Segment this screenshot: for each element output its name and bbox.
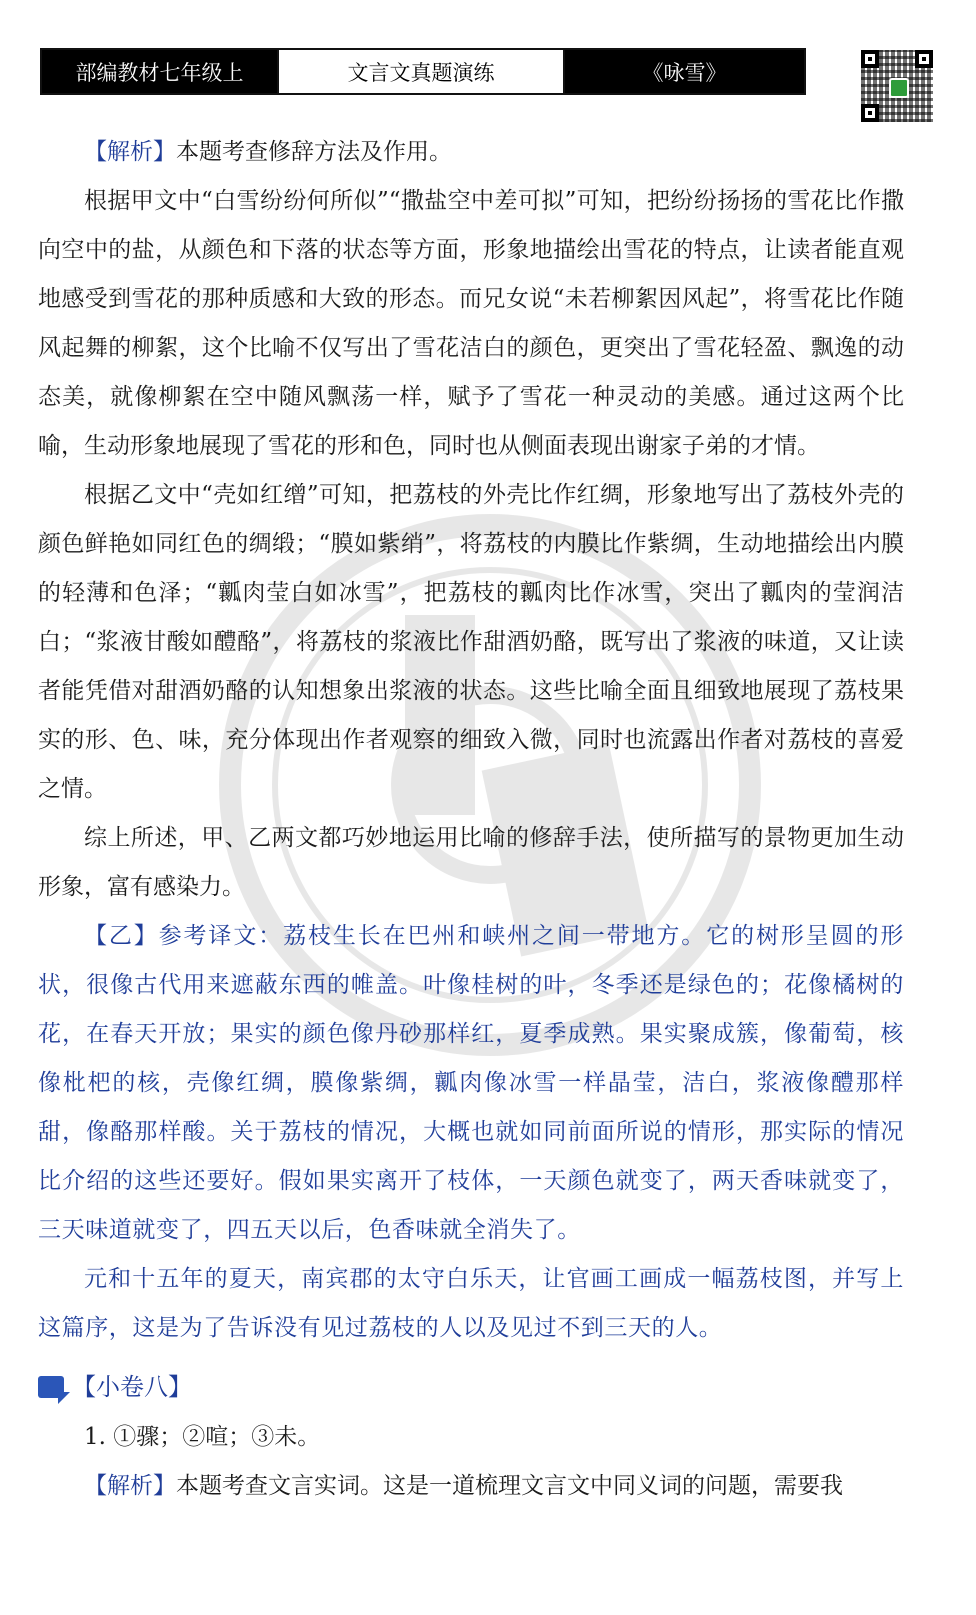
analysis-paragraph-4: 综上所述，甲、乙两文都巧妙地运用比喻的修辞手法，使所描写的景物更加生动形象，富有感染力。	[38, 825, 904, 900]
section-title: 【小卷八】	[72, 1372, 192, 1401]
translation-text: 荔枝生长在巴州和峡州之间一带地方。它的树形呈圆的形状，很像古代用来遮蔽东西的帷盖。叶像桂树的叶，冬季还是绿色的；花像橘树的花，在春天开放；果实的颜色像丹砂那样红，夏季成熟。果实聚成簇，像葡萄，核像枇杷的核，壳像红绸，膜像紫绸，瓤肉像冰雪一样晶莹，洁白，浆液像醴那样甜，像酪那样酸。关于荔枝的情况，大概也就如同前面所说的情形，那实际的情况比介绍的这些还要好。假如果实离开了枝体，一天颜色就变了，两天香味就变了，三天味道就变了，四五天以后，色香味就全消失了。	[38, 923, 904, 1243]
analysis-text: 本题考查修辞方法及作用。	[176, 139, 452, 165]
analysis-paragraph-3: 根据乙文中“壳如红缯”可知，把荔枝的外壳比作红绸，形象地写出了荔枝外壳的颜色鲜艳如同红色的绸缎；“膜如紫绡”，将荔枝的内膜比作紫绸，生动地描绘出内膜的轻薄和色泽；“瓤肉莹白如冰雪”，把荔枝的瓤肉比作冰雪，突出了瓤肉的莹润洁白；“浆液甘酸如醴酪”，将荔枝的浆液比作甜酒奶酪，既写出了浆液的味道，又让读者能凭借对甜酒奶酪的认知想象出浆液的状态。这些比喻全面且细致地展现了荔枝果实的形、色、味，充分体现出作者观察的细致入微，同时也流露出作者对荔枝的喜爱之情。	[38, 482, 904, 802]
translation-paragraph-1	[38, 912, 904, 1255]
translation-paragraph-2: 元和十五年的夏天，南宾郡的太守白乐天，让官画工画成一幅荔枝图，并写上这篇序，这是为了告诉没有见过荔枝的人以及见过不到三天的人。	[38, 1266, 904, 1341]
header-grade: 部编教材七年级上	[42, 50, 277, 93]
final-analysis	[38, 1462, 904, 1511]
final-analysis-tag: 【解析】	[84, 1473, 176, 1499]
bookmark-icon	[38, 1376, 64, 1398]
analysis-tag: 【解析】	[84, 139, 176, 165]
document-body	[38, 128, 904, 1511]
answer-line: 1. ①骤；②喧；③未。	[84, 1424, 321, 1450]
qr-code-icon[interactable]	[861, 50, 933, 122]
page-header	[40, 48, 806, 95]
translation-tag: 【乙】参考译文：	[84, 923, 284, 949]
header-subject: 文言文真题演练	[277, 50, 565, 93]
final-analysis-text: 本题考查文言实词。这是一道梳理文言文中同义词的问题，需要我	[176, 1473, 843, 1499]
header-lesson: 《咏雪》	[565, 50, 804, 93]
section-header	[38, 1361, 904, 1413]
analysis-paragraph-1	[38, 128, 904, 177]
analysis-paragraph-2: 根据甲文中“白雪纷纷何所似”“撒盐空中差可拟”可知，把纷纷扬扬的雪花比作撒向空中的盐，从颜色和下落的状态等方面，形象地描绘出雪花的特点，让读者能直观地感受到雪花的那种质感和大致的形态。而兄女说“未若柳絮因风起”，将雪花比作随风起舞的柳絮，这个比喻不仅写出了雪花洁白的颜色，更突出了雪花轻盈、飘逸的动态美，就像柳絮在空中随风飘荡一样，赋予了雪花一种灵动的美感。通过这两个比喻，生动形象地展现了雪花的形和色，同时也从侧面表现出谢家子弟的才情。	[38, 188, 904, 459]
